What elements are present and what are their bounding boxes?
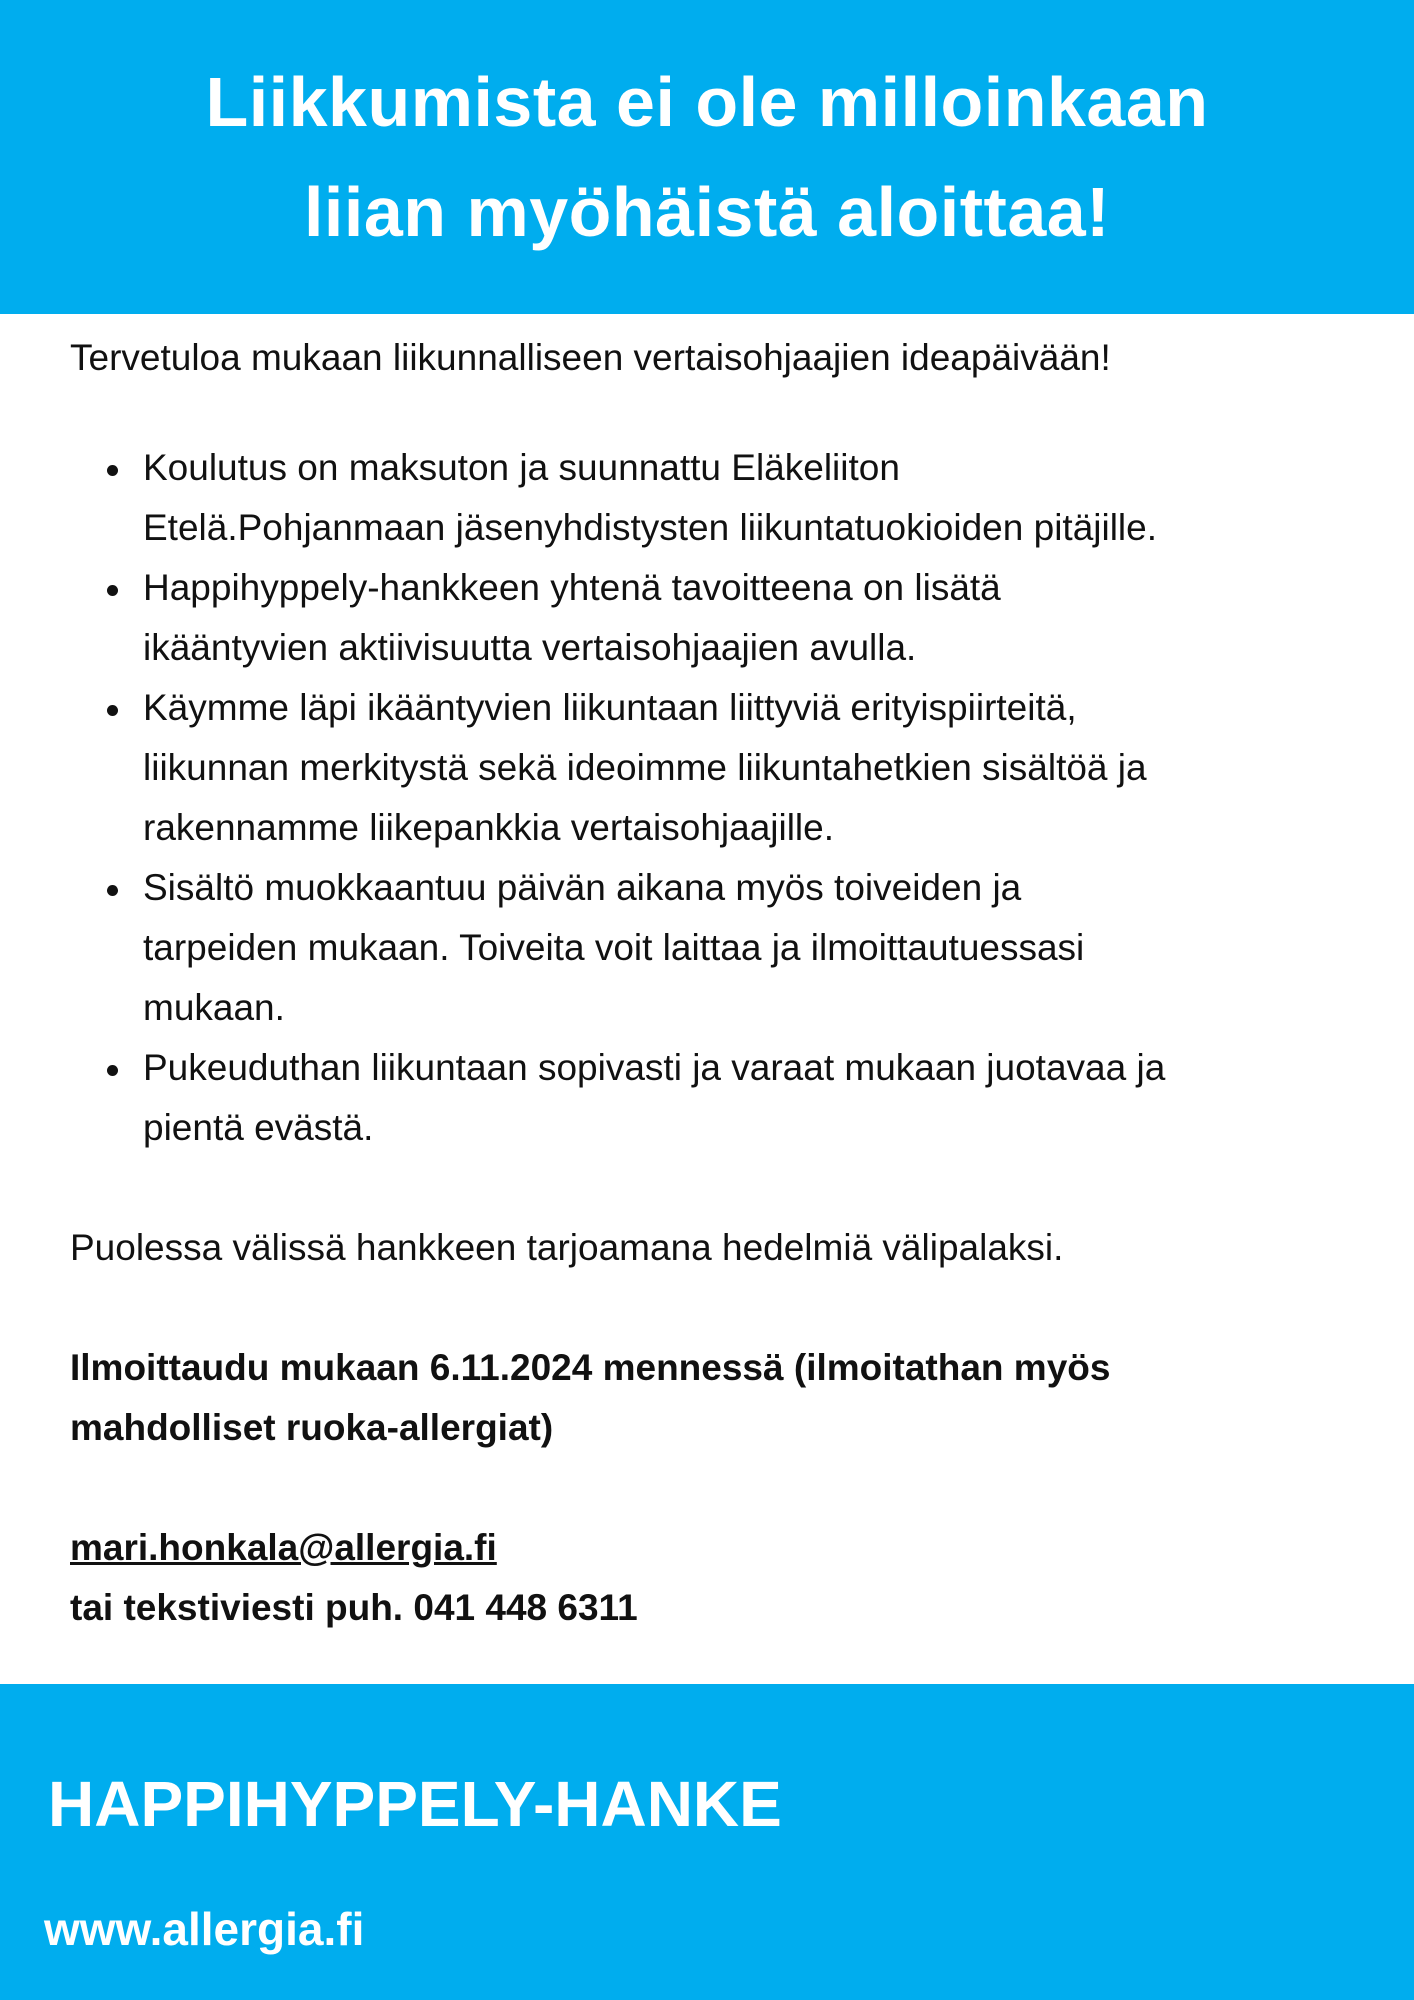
footer-banner bbox=[0, 1684, 1414, 2000]
bullet-line: Etelä.Pohjanmaan jäsenyhdistysten liikuntatuokioiden pitäjille. bbox=[143, 507, 1158, 548]
info-bullet-list bbox=[70, 438, 1360, 1158]
main-content bbox=[70, 328, 1360, 1638]
snack-info: Puolessa välissä hankkeen tarjoamana hedelmiä välipalaksi. bbox=[70, 1227, 1064, 1268]
headline-line-2: liian myöhäistä aloittaa! bbox=[303, 173, 1111, 251]
bullet-item bbox=[70, 558, 1360, 678]
bullet-dot-icon bbox=[107, 885, 118, 896]
bullet-item bbox=[70, 1038, 1360, 1158]
email-link[interactable]: mari.honkala@allergia.fi bbox=[70, 1527, 497, 1568]
bullet-line: Sisältö muokkaantuu päivän aikana myös toiveiden ja bbox=[143, 867, 1022, 908]
project-name: HAPPIHYPPELY-HANKE bbox=[48, 1768, 782, 1840]
registration-line: mahdolliset ruoka-allergiat) bbox=[70, 1407, 554, 1448]
bullet-dot-icon bbox=[107, 585, 118, 596]
bullet-line: tarpeiden mukaan. Toiveita voit laittaa ja ilmoittautuessasi bbox=[143, 927, 1085, 968]
bullet-line: Happihyppely-hankkeen yhtenä tavoitteena on lisätä bbox=[143, 567, 1001, 608]
bullet-dot-icon bbox=[107, 705, 118, 716]
bullet-line: Pukeuduthan liikuntaan sopivasti ja varaat mukaan juotavaa ja bbox=[143, 1047, 1166, 1088]
registration-line: Ilmoittaudu mukaan 6.11.2024 mennessä (ilmoitathan myös bbox=[70, 1347, 1111, 1388]
bullet-item bbox=[70, 438, 1360, 558]
intro-text: Tervetuloa mukaan liikunnalliseen vertaisohjaajien ideapäivään! bbox=[70, 337, 1111, 378]
bullet-item bbox=[70, 858, 1360, 1038]
bullet-dot-icon bbox=[107, 465, 118, 476]
bullet-line: liikunnan merkitystä sekä ideoimme liikuntahetkien sisältöä ja bbox=[143, 747, 1147, 788]
contact-block bbox=[70, 1518, 1360, 1638]
header-banner bbox=[0, 0, 1414, 314]
sms-phone-text: tai tekstiviesti puh. 041 448 6311 bbox=[70, 1587, 638, 1628]
website-link[interactable]: www.allergia.fi bbox=[44, 1903, 365, 1955]
bullet-line: mukaan. bbox=[143, 987, 285, 1028]
bullet-item bbox=[70, 678, 1360, 858]
bullet-line: rakennamme liikepankkia vertaisohjaajille. bbox=[143, 807, 835, 848]
registration-deadline bbox=[70, 1338, 1360, 1458]
bullet-dot-icon bbox=[107, 1065, 118, 1076]
bullet-line: Koulutus on maksuton ja suunnattu Eläkeliiton bbox=[143, 447, 900, 488]
headline-line-1: Liikkumista ei ole milloinkaan bbox=[205, 63, 1209, 141]
bullet-line: Käymme läpi ikääntyvien liikuntaan liittyviä erityispiirteitä, bbox=[143, 687, 1077, 728]
bullet-line: pientä evästä. bbox=[143, 1107, 374, 1148]
bullet-line: ikääntyvien aktiivisuutta vertaisohjaajien avulla. bbox=[143, 627, 917, 668]
